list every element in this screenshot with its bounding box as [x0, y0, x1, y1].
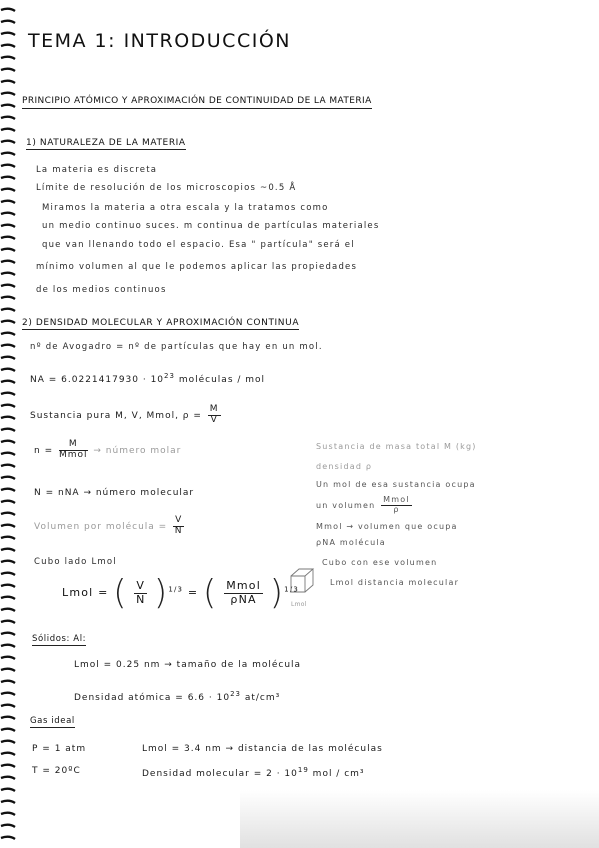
spiral-ring	[1, 837, 15, 839]
spiral-ring	[1, 261, 15, 263]
lmol-fraction-2	[224, 580, 263, 605]
spiral-ring	[1, 177, 15, 179]
density-denominator: V	[210, 414, 218, 425]
spiral-ring	[1, 21, 15, 23]
right-note-3: Un mol de esa sustancia ocupa	[316, 480, 476, 489]
spiral-ring	[1, 273, 15, 275]
atomic-density	[74, 690, 280, 703]
spiral-ring	[1, 81, 15, 83]
avogadro-unit: moléculas / mol	[178, 375, 266, 385]
right-paren-2: )	[269, 573, 285, 613]
spiral-ring	[1, 393, 15, 395]
molecular-density-unit: mol / cm³	[312, 769, 365, 779]
gas-temperature: T = 20ºC	[32, 766, 81, 776]
left-paren-2: (	[203, 573, 218, 613]
spiral-ring	[1, 585, 15, 587]
spiral-ring	[1, 345, 15, 347]
spiral-ring	[1, 453, 15, 455]
spiral-ring	[1, 597, 15, 599]
n-label: n =	[34, 445, 54, 456]
molecular-density-exponent: 19	[297, 766, 309, 774]
gas-heading: Gas ideal	[30, 716, 75, 726]
right-note-4	[316, 496, 414, 515]
density-numerator: M	[209, 404, 219, 414]
spiral-ring	[1, 9, 15, 11]
spiral-ring	[1, 93, 15, 95]
molecular-density	[142, 766, 365, 779]
spiral-ring	[1, 33, 15, 35]
spiral-ring	[1, 513, 15, 515]
spiral-ring	[1, 225, 15, 227]
spiral-ring	[1, 825, 15, 827]
spiral-ring	[1, 477, 15, 479]
lmol-f1-denominator: N	[136, 592, 146, 606]
spiral-ring	[1, 105, 15, 107]
atomic-density-value: Densidad atómica = 6.6 · 10	[74, 693, 231, 703]
spiral-ring	[1, 501, 15, 503]
avogadro-value: NA = 6.0221417930 · 10	[30, 375, 165, 385]
volume-numerator: V	[175, 515, 183, 525]
cube-caption: Lmol	[291, 601, 307, 608]
spiral-ring	[1, 381, 15, 383]
atomic-density-exponent: 23	[230, 690, 241, 698]
s1-heading: 1) NATURALEZA DE LA MATERIA	[26, 138, 186, 148]
spiral-ring	[1, 549, 15, 551]
spiral-ring	[1, 165, 15, 167]
atomic-density-unit: at/cm³	[244, 693, 281, 703]
gas-pressure: P = 1 atm	[32, 744, 87, 754]
s1-line-7: de los medios continuos	[36, 285, 167, 295]
spiral-ring	[1, 429, 15, 431]
section-heading: PRINCIPIO ATÓMICO Y APROXIMACIÓN DE CONTINUIDAD DE LA MATERIA	[22, 96, 372, 109]
spiral-ring	[1, 645, 15, 647]
volume-label: Volumen por molécula =	[34, 521, 168, 532]
spiral-ring	[1, 141, 15, 143]
lmol-equation	[62, 573, 300, 613]
spiral-ring	[1, 621, 15, 623]
spiral-ring	[1, 705, 15, 707]
solids-heading: Sólidos: Al:	[32, 634, 87, 644]
right-note-2: densidad ρ	[316, 462, 373, 471]
solid-lmol: Lmol = 0.25 nm → tamaño de la molécula	[74, 660, 302, 670]
s1-line-3: Miramos la materia a otra escala y la tratamos como	[42, 203, 329, 213]
left-paren-1: (	[113, 573, 128, 613]
density-fraction	[208, 405, 221, 426]
molecular-density-value: Densidad molecular = 2 · 10	[142, 769, 298, 779]
s1-line-5: que van llenando todo el espacio. Esa " partícula" será el	[42, 240, 355, 250]
avogadro-number	[30, 372, 265, 385]
volume-fraction	[173, 516, 184, 537]
spiral-ring	[1, 417, 15, 419]
spiral-ring	[1, 249, 15, 251]
spiral-ring	[1, 333, 15, 335]
spiral-ring	[1, 69, 15, 71]
spiral-ring	[1, 789, 15, 791]
lmol-fraction-1	[134, 580, 147, 605]
spiral-ring	[1, 201, 15, 203]
spiral-ring	[1, 297, 15, 299]
spiral-ring	[1, 777, 15, 779]
n-denominator: Mmol	[58, 449, 88, 460]
spiral-ring	[1, 537, 15, 539]
spiral-ring	[1, 213, 15, 215]
s1-line-2: Límite de resolución de los microscopios ~0.5 Å	[36, 183, 297, 193]
spiral-ring	[1, 741, 15, 743]
s1-line-1: La materia es discreta	[36, 165, 158, 175]
volume-per-molecule-eq	[34, 516, 186, 537]
right-note-4-text: un volumen	[316, 500, 376, 510]
molecular-number-eq: N = nNA → número molecular	[34, 488, 195, 498]
molar-number-eq	[34, 440, 181, 461]
lmol-equals: =	[187, 586, 199, 599]
cube-note-1: Cubo con ese volumen	[322, 558, 438, 567]
spiral-ring	[1, 285, 15, 287]
spiral-ring	[1, 357, 15, 359]
spiral-ring	[1, 405, 15, 407]
spiral-ring	[1, 369, 15, 371]
right-fraction-denominator: ρ	[393, 504, 400, 514]
spiral-ring	[1, 717, 15, 719]
right-note-fraction	[381, 496, 412, 515]
spiral-ring	[1, 813, 15, 815]
avogadro-exponent: 23	[164, 372, 175, 380]
spiral-ring	[1, 153, 15, 155]
spiral-ring	[1, 693, 15, 695]
spiral-ring	[1, 681, 15, 683]
lmol-f1-numerator: V	[136, 579, 146, 593]
spiral-ring	[1, 609, 15, 611]
spiral-ring	[1, 525, 15, 527]
cube-sketch	[288, 566, 318, 600]
cube-note-2: Lmol distancia molecular	[330, 578, 460, 587]
spiral-ring	[1, 669, 15, 671]
spiral-ring	[1, 57, 15, 59]
lmol-f2-denominator: ρNA	[230, 592, 257, 606]
avogadro-definition: nº de Avogadro = nº de partículas que hay en un mol.	[30, 342, 323, 352]
right-note-5: Mmol → volumen que ocupa	[316, 522, 458, 531]
spiral-ring	[1, 321, 15, 323]
spiral-binding	[0, 0, 20, 848]
lmol-exponent-1: 1/3	[168, 585, 184, 594]
spiral-ring	[1, 237, 15, 239]
volume-denominator: N	[174, 525, 183, 536]
right-note-1: Sustancia de masa total M (kg)	[316, 442, 477, 451]
spiral-ring	[1, 753, 15, 755]
n-numerator: M	[59, 440, 88, 451]
spiral-ring	[1, 189, 15, 191]
spiral-ring	[1, 573, 15, 575]
gas-lmol: Lmol = 3.4 nm → distancia de las moléculas	[142, 744, 383, 754]
n-fraction	[59, 440, 88, 461]
spiral-ring	[1, 729, 15, 731]
s1-line-4: un medio continuo suces. m continua de partículas materiales	[42, 221, 380, 231]
right-paren-1: )	[153, 573, 169, 613]
pure-substance-label: Sustancia pura M, V, Mmol, ρ =	[30, 410, 202, 421]
right-fraction-numerator: Mmol	[383, 495, 410, 504]
spiral-ring	[1, 465, 15, 467]
spiral-ring	[1, 489, 15, 491]
spiral-ring	[1, 561, 15, 563]
lmol-f2-numerator: Mmol	[226, 579, 261, 593]
spiral-ring	[1, 657, 15, 659]
page-title: TEMA 1: INTRODUCCIÓN	[28, 30, 291, 52]
lmol-label: Lmol =	[62, 586, 109, 599]
spiral-ring	[1, 633, 15, 635]
lmol-exponent-2: 1/3	[284, 585, 300, 594]
spiral-ring	[1, 45, 15, 47]
spiral-ring	[1, 441, 15, 443]
spiral-ring	[1, 765, 15, 767]
s1-line-6: mínimo volumen al que le podemos aplicar las propiedades	[36, 262, 358, 272]
s2-heading: 2) DENSIDAD MOLECULAR Y APROXIMACIÓN CONTINUA	[22, 318, 300, 328]
n-description: → número molar	[93, 445, 182, 456]
spiral-ring	[1, 309, 15, 311]
spiral-ring	[1, 117, 15, 119]
right-note-6: ρNA molécula	[316, 538, 386, 547]
spiral-ring	[1, 129, 15, 131]
page-shadow	[240, 790, 599, 848]
spiral-ring	[1, 801, 15, 803]
cube-side-label: Cubo lado Lmol	[34, 557, 117, 567]
density-definition	[30, 405, 223, 426]
